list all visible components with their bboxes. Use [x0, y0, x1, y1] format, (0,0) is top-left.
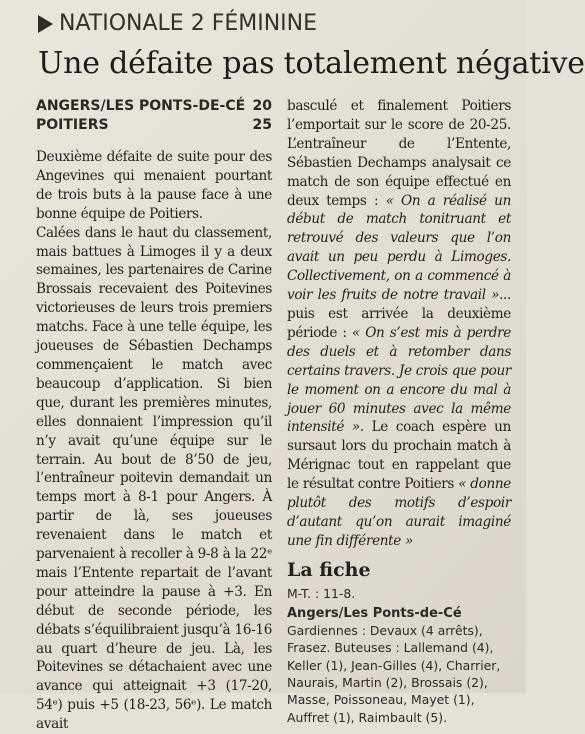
away-score: 25 — [252, 117, 272, 133]
left-column — [36, 97, 272, 734]
article-headline: Une défaite pas totalement négative — [38, 46, 585, 81]
coach-quote: « On s’est mis à perdre des duels et à retomber dans certains travers. Je crois que pour le moment on a encore du mal à jouer 60 minutes avec la même intensité ». — [287, 324, 511, 436]
rubric-triangle-icon — [38, 15, 53, 33]
text-segment: L’entraîneur de l’Entente, Sébastien Dechamps analysait ce match de son équipe effectué en deux temps : — [287, 135, 511, 209]
body-paragraph-left: Calées dans le haut du classement, mais battues à Limoges il y a deux semaines, les partenaires de Carine Brossais recevaient des Poitevines victorieuses de leurs trois premiers matchs. Face à une telle équipe, les joueuses de Sébastien Dechamps commençaient le match avec beaucoup d’application. Si bien que, durant les premières minutes, elles donnaient l’impression qu’il n’y avait qu’une équipe sur le terrain. Au bout de 8’50 de jeu, l’entraîneur poitevin demandait un temps mort à 8-1 pour Angers. À partir de là, ses joueuses revenaient dans le match et parvenaient à recoller à 9-8 à la 22ᵉ mais l’Entente repartait de l’avant pour atteindre la pause à +3. En début de seconde période, les débats s’équilibraient jusqu’à 16-16 au quart d’heure de jeu. Là, les Poitevines se détachaient avec une avance qui atteignait +3 (17-20, 54ᵉ) puis +5 (18-23, 56ᵉ). Le match avait — [36, 224, 272, 733]
fiche-title: La fiche — [287, 558, 371, 581]
text-segment: basculé et finalement Poitiers l’emportait sur le score de 20-25. — [287, 98, 511, 133]
away-score-row — [36, 116, 272, 135]
fiche-line: Masse, Poissoneau, Mayet (1), — [287, 692, 475, 708]
fiche-line: Gardiennes : Devaux (4 arrêts), — [287, 623, 483, 639]
rubric-label: NATIONALE 2 FÉMININE — [59, 11, 318, 36]
home-score: 20 — [252, 98, 272, 114]
right-column — [287, 97, 511, 726]
halftime-score: M-T. : 11-8. — [287, 585, 356, 601]
text-segment: Le coach espère un sursaut lors du prochain match à Mérignac tout en rappelant que le résultat contre Poitiers — [287, 419, 511, 493]
lead-paragraph: Deuxième défaite de suite pour des Angevines qui menaient pourtant de trois buts à la pause face à une bonne équipe de Poitiers. — [36, 149, 272, 222]
text-segment: ... puis est arrivée la deuxième période : — [287, 287, 511, 341]
away-team: POITIERS — [36, 117, 109, 133]
coach-quote: « donne plutôt des motifs d’espoir d’autant qu’on aurait imaginé une fin différente » — [287, 476, 511, 549]
fiche-line: Naurais, Martin (2), Brossais (2), — [287, 674, 488, 690]
body-paragraph-right — [287, 97, 511, 551]
section-rubric — [38, 10, 317, 38]
fiche-line: Keller (1), Jean-Gilles (4), Charrier, — [287, 657, 501, 673]
home-score-row — [36, 97, 272, 116]
fiche-line: Frasez. Buteuses : Lallemand (4), — [287, 640, 494, 656]
fiche-line: Auffret (1), Raimbault (5). — [287, 709, 448, 725]
fiche-team: Angers/Les Ponts-de-Cé — [287, 606, 462, 622]
home-team: ANGERS/LES PONTS-DE-CÉ — [36, 98, 246, 114]
coach-quote: « On a réalisé un début de match tonitruant et retrouvé des valeurs que l’on avait un peu perdu à Limoges. Collectivement, on a commencé à voir les fruits de notre travail » — [287, 192, 511, 304]
